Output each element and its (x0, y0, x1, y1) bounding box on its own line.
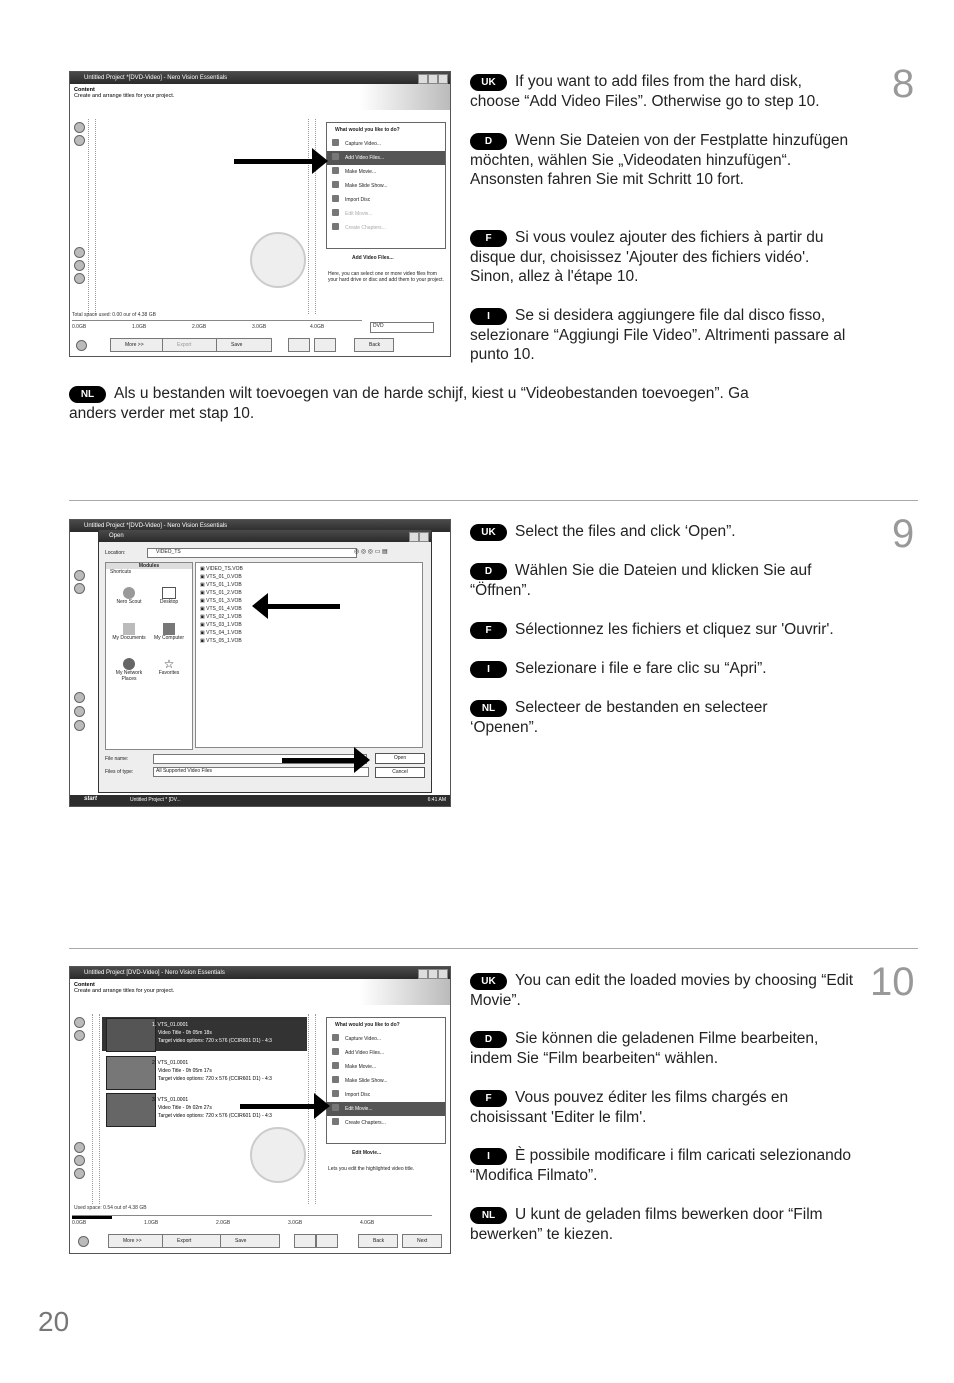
disc-icon (332, 195, 339, 202)
step10-screenshot (69, 966, 451, 1254)
instruction-uk: UK Select the files and click ‘Open”. (470, 522, 855, 542)
modules-pane (105, 562, 193, 750)
pointer-arrow (240, 1104, 316, 1109)
back-button[interactable]: Back (354, 338, 394, 352)
menu-create-chapters[interactable]: Create Chapters... (327, 221, 445, 235)
instruction-f: F Sélectionnez les fichiers et cliquez sur 'Ouvrir'. (470, 620, 880, 640)
lang-badge: F (470, 622, 507, 639)
lang-badge: UK (470, 524, 507, 541)
nero-scout-icon (123, 587, 135, 599)
taskbar-item[interactable]: Untitled Project * [DV... (130, 797, 181, 803)
more-button[interactable]: More >> (108, 1234, 168, 1248)
shortcut-my-network[interactable]: My Network Places (110, 658, 148, 682)
movie-icon (332, 1062, 339, 1069)
content-header: Content Create and arrange titles for your project. (74, 982, 175, 994)
chapters-icon (332, 223, 339, 230)
clock: 6:41 AM (427, 797, 446, 803)
shortcut-my-documents[interactable]: My Documents (110, 623, 148, 641)
file-name-label: File name: (105, 756, 129, 762)
shortcut-desktop[interactable]: Desktop (150, 587, 188, 605)
video-thumbnail (106, 1093, 156, 1127)
action-menu (326, 122, 446, 249)
video-file-icon: ▣ (200, 638, 207, 644)
maximize-button[interactable] (428, 969, 438, 979)
used-space-bar (72, 1216, 112, 1219)
file-item[interactable]: ▣ VTS_01_0.VOB (200, 574, 242, 580)
lang-badge: NL (69, 386, 106, 403)
computer-icon (163, 623, 175, 635)
back-button[interactable]: Back (358, 1234, 398, 1248)
chapters-icon (332, 1118, 339, 1125)
menu-make-movie[interactable]: Make Movie... (327, 165, 445, 179)
instruction-i: I Se si desidera aggiungere file dal disco fisso, selezionare “Aggiungi File Video”. Altrimenti passare al punto 10. (470, 307, 846, 363)
menu-title: What would you like to do? (335, 1022, 400, 1028)
lang-badge: UK (470, 74, 507, 91)
pointer-arrow (266, 604, 340, 609)
action-title: Edit Movie... (352, 1150, 382, 1156)
lang-badge: NL (470, 1207, 507, 1224)
close-button[interactable] (438, 969, 448, 979)
instruction-nl: NL Als u bestanden wilt toevoegen van de harde schijf, kiest u “Videobestanden toevoegen”. Ga anders verder met stap 10. (69, 385, 749, 422)
step8-screenshot (69, 71, 451, 357)
instruction-f: F Vous pouvez éditer les films chargés en choisissant 'Editer le film'. (470, 1089, 789, 1126)
lang-badge: UK (470, 973, 507, 990)
minimize-button[interactable] (418, 969, 428, 979)
video-file-icon: ▣ (200, 590, 207, 596)
action-help (328, 255, 446, 283)
undo-button[interactable] (294, 1234, 316, 1248)
video-file-icon: ▣ (200, 574, 207, 580)
menu-edit-movie[interactable]: Edit Movie... (327, 207, 445, 221)
shortcut-my-computer[interactable]: My Computer (150, 623, 188, 641)
menu-create-chapters[interactable]: Create Chapters... (327, 1116, 445, 1130)
edit-icon (332, 1104, 339, 1111)
location-label: Location: (105, 550, 126, 556)
help-icon[interactable] (76, 340, 87, 351)
disc-type-select[interactable]: DVD (370, 322, 434, 333)
lang-badge: F (470, 230, 507, 247)
lang-badge: I (470, 661, 507, 678)
instruction-uk: UK You can edit the loaded movies by choosing “Edit Movie”. (470, 972, 854, 1009)
lang-badge: D (470, 563, 507, 580)
video-file-icon: ▣ (200, 566, 207, 572)
instruction-f: F Si vous voulez ajouter des fichiers à partir du disque dur, choisissez 'Ajouter des fichiers vidéo'. Sinon, allez à l'étape 10. (470, 229, 824, 285)
instruction-i: I È possibile modificare i film caricati selezionando “Modifica Filmato”. (470, 1147, 851, 1184)
instruction-nl: NL U kunt de geladen films bewerken door “Film bewerken” te kiezen. (470, 1206, 823, 1243)
star-icon: ☆ (163, 657, 175, 671)
next-button[interactable]: Next (402, 1234, 442, 1248)
step-number: 8 (892, 62, 915, 106)
title-row-3-text[interactable]: 3. VTS_01.0001 Video Title - 0h 02m 27s Target video options: 720 x 576 (CCIR601 D1) - 4:3 (152, 1097, 272, 1119)
taskbar (70, 795, 450, 806)
close-button[interactable] (438, 74, 448, 84)
nav-circle-icon[interactable] (74, 135, 85, 146)
window-titlebar (70, 72, 450, 84)
action-title: Add Video Files... (352, 255, 394, 261)
window-title: Untitled Project [DVD-Video] - Nero Vision Essentials (84, 970, 225, 976)
window-titlebar (70, 967, 450, 979)
video-file-icon: ▣ (200, 606, 207, 612)
export-button[interactable]: Export (162, 1234, 222, 1248)
content-header: Content Create and arrange titles for your project. (74, 87, 175, 99)
window-title: Untitled Project *[DVD-Video] - Nero Vision Essentials (84, 523, 228, 529)
camera-icon (332, 1034, 339, 1041)
nav-circle-icon[interactable] (74, 720, 85, 731)
instruction-d: D Wählen Sie die Dateien und klicken Sie auf “Öffnen”. (470, 562, 812, 599)
location-select[interactable]: VIDEO_TS (147, 548, 357, 558)
video-file-icon: ▣ (200, 598, 207, 604)
save-button[interactable]: Save (216, 338, 272, 352)
add-file-icon (332, 1048, 339, 1055)
dialog-help-button[interactable] (409, 532, 419, 542)
window-title: Untitled Project *[DVD-Video] - Nero Vision Essentials (84, 75, 228, 81)
space-label: Used space: 0.54 out of 4.38 GB (74, 1205, 147, 1211)
page-number: 20 (38, 1306, 70, 1337)
menu-add-video-files[interactable]: Add Video Files... (327, 1046, 445, 1060)
header-graphic (360, 84, 450, 110)
film-strip-left (88, 119, 96, 314)
instruction-i: I Selezionare i file e fare clic su “Apri”. (470, 659, 855, 679)
pointer-arrow (282, 758, 356, 763)
modules-label: Modules (106, 563, 192, 569)
video-file-icon: ▣ (200, 614, 207, 620)
menu-import-disc[interactable]: Import Disc (327, 193, 445, 207)
nav-circle-icon[interactable] (74, 706, 85, 717)
start-button[interactable]: start (84, 796, 98, 802)
nav-circle-icon[interactable] (74, 122, 85, 133)
file-item[interactable]: ▣ VTS_01_1.VOB (200, 582, 242, 588)
edit-icon (332, 209, 339, 216)
nav-circle-icon[interactable] (74, 273, 85, 284)
maximize-button[interactable] (428, 74, 438, 84)
lang-badge: D (470, 133, 507, 150)
file-item[interactable]: ▣ VTS_02_1.VOB (200, 614, 242, 620)
file-item[interactable]: ▣ VTS_01_4.VOB (200, 606, 242, 612)
menu-title: What would you like to do? (335, 127, 400, 133)
slideshow-icon (332, 1076, 339, 1083)
nav-circle-icon[interactable] (74, 570, 85, 581)
menu-import-disc[interactable]: Import Disc (327, 1088, 445, 1102)
menu-make-movie[interactable]: Make Movie... (327, 1060, 445, 1074)
dialog-titlebar (99, 530, 431, 542)
open-button[interactable]: Open (375, 753, 425, 764)
desktop-icon (162, 587, 176, 599)
file-item[interactable]: ▣ VIDEO_TS.VOB (200, 566, 243, 572)
camera-icon (332, 139, 339, 146)
video-file-icon: ▣ (200, 622, 207, 628)
menu-edit-movie[interactable]: Edit Movie... (327, 1102, 445, 1116)
cancel-button[interactable]: Cancel (375, 767, 425, 778)
nav-circle-icon[interactable] (74, 260, 85, 271)
disc-icon (332, 1090, 339, 1097)
menu-make-slide-show[interactable]: Make Slide Show... (327, 1074, 445, 1088)
section-divider (69, 500, 918, 501)
lang-badge: F (470, 1090, 507, 1107)
menu-make-slide-show[interactable]: Make Slide Show... (327, 179, 445, 193)
film-reel-icon (250, 1127, 306, 1183)
nav-circle-icon[interactable] (74, 1168, 85, 1179)
film-reel-icon (250, 232, 306, 288)
shortcut-favorites[interactable]: ☆ Favorites (150, 658, 188, 676)
file-type-label: Files of type: (105, 769, 134, 775)
file-item[interactable]: ▣ VTS_05_1.VOB (200, 638, 242, 644)
lang-badge: NL (470, 700, 507, 717)
shortcut-nero-scout[interactable]: Nero Scout (110, 587, 148, 605)
action-menu (326, 1017, 446, 1144)
save-button[interactable]: Save (220, 1234, 280, 1248)
nav-circle-icon[interactable] (74, 247, 85, 258)
file-type-select[interactable]: All Supported Video Files (153, 767, 369, 777)
capacity-ruler: 0.0GB 1.0GB 2.0GB 3.0GB 4.0GB (72, 1215, 432, 1228)
space-label: Total space used: 0.00 our of 4.38 GB (72, 312, 156, 318)
video-thumbnail (106, 1056, 156, 1090)
nav-circle-icon[interactable] (74, 1155, 85, 1166)
action-desc: Lets you edit the highlighted video title. (328, 1166, 415, 1172)
help-icon[interactable] (78, 1236, 89, 1247)
slideshow-icon (332, 181, 339, 188)
nav-toolbar: ◎ ◎ ◎ ▭ ▤ (354, 549, 388, 555)
title-row-2-text[interactable]: 2. VTS_01.0001 Video Title - 0h 05m 17s Target video options: 720 x 576 (CCIR601 D1) - 4:3 (152, 1060, 272, 1082)
menu-add-video-files[interactable]: Add Video Files... (327, 151, 445, 165)
instruction-uk: UK If you want to add files from the hard disk, choose “Add Video Files”. Otherwise go to step 10. (470, 73, 820, 110)
file-list (195, 562, 423, 748)
instruction-nl: NL Selecteer de bestanden en selecteer ‘Openen”. (470, 699, 768, 736)
instruction-d: D Wenn Sie Dateien von der Festplatte hinzufügen möchten, wählen Sie „Videodaten hinzufügen“. Ansonsten fahren Sie mit Schritt 10 fort. (470, 132, 849, 188)
lang-badge: I (470, 1148, 507, 1165)
nav-circle-icon[interactable] (74, 583, 85, 594)
video-file-icon: ▣ (200, 630, 207, 636)
file-item[interactable]: ▣ VTS_01_2.VOB (200, 590, 242, 596)
step-number: 9 (892, 512, 915, 556)
export-button[interactable]: Export (162, 338, 218, 352)
title-row-1-text: 1. VTS_01.0001 Video Title - 0h 05m 18s Target video options: 720 x 576 (CCIR601 D1) - 4:3 (152, 1022, 272, 1044)
nav-circle-icon[interactable] (74, 1142, 85, 1153)
video-thumbnail (106, 1018, 156, 1052)
header-graphic (360, 979, 450, 1005)
lang-badge: D (470, 1031, 507, 1048)
redo-button[interactable] (316, 1234, 338, 1248)
step9-screenshot (69, 519, 451, 807)
movie-icon (332, 167, 339, 174)
network-icon (123, 658, 135, 670)
nav-circle-icon[interactable] (74, 1017, 85, 1028)
documents-icon (123, 623, 135, 635)
file-item[interactable]: ▣ VTS_01_3.VOB (200, 598, 242, 604)
dialog-close-button[interactable] (419, 532, 429, 542)
file-item[interactable]: ▣ VTS_03_1.VOB (200, 622, 242, 628)
step-number: 10 (870, 960, 915, 1004)
instruction-d: D Sie können die geladenen Filme bearbeiten, indem Sie “Film bearbeiten“ wählen. (470, 1030, 819, 1067)
minimize-button[interactable] (418, 74, 428, 84)
nav-circle-icon[interactable] (74, 692, 85, 703)
dialog-title: Open (109, 533, 124, 539)
file-item[interactable]: ▣ VTS_04_1.VOB (200, 630, 242, 636)
lang-badge: I (470, 308, 507, 325)
open-dialog (98, 529, 432, 793)
action-help (328, 1150, 446, 1172)
pointer-arrow (234, 159, 314, 164)
section-divider (69, 948, 918, 949)
action-desc: Here, you can select one or more video files from your hard drive or disc and add them to your project. (328, 271, 444, 283)
undo-button[interactable] (288, 338, 310, 352)
video-file-icon: ▣ (200, 582, 207, 588)
menu-capture-video[interactable]: Capture Video... (327, 137, 445, 151)
shortcuts-label: Shortcuts (110, 569, 132, 575)
capacity-ruler: 0.0GB 1.0GB 2.0GB 3.0GB 4.0GB (72, 320, 362, 333)
redo-button[interactable] (314, 338, 336, 352)
nav-circle-icon[interactable] (74, 1030, 85, 1041)
add-file-icon (332, 153, 339, 160)
menu-capture-video[interactable]: Capture Video... (327, 1032, 445, 1046)
film-strip-left (92, 1014, 100, 1204)
more-button[interactable]: More >> (110, 338, 168, 352)
